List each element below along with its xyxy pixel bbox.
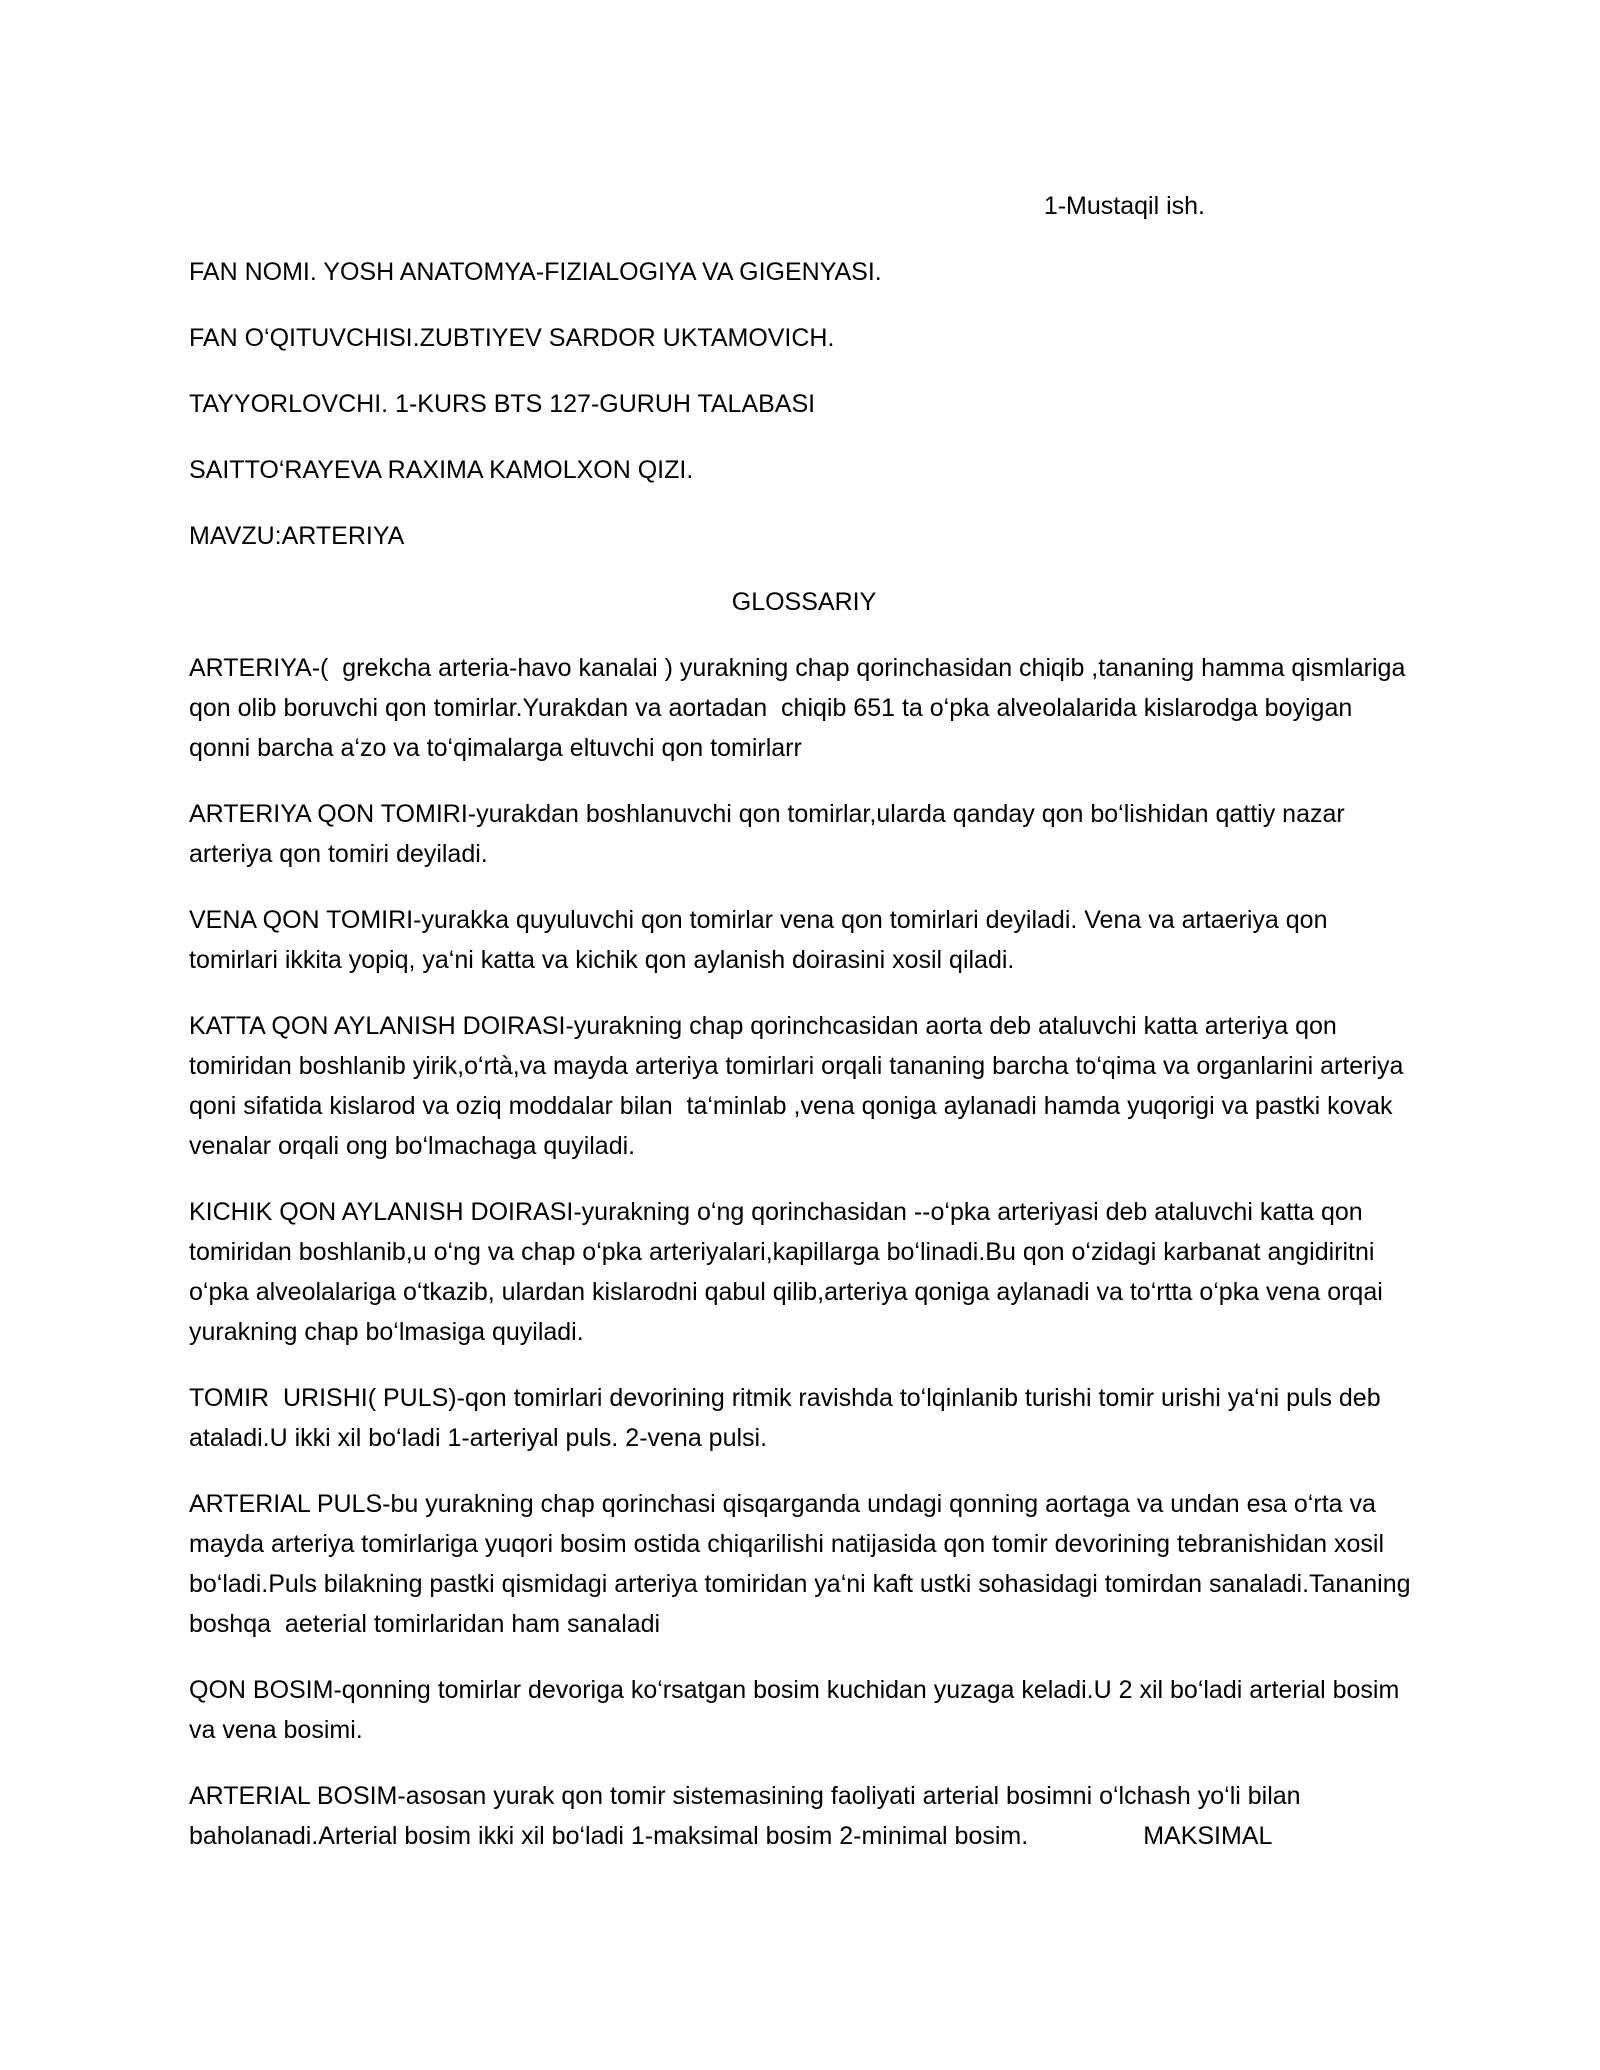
glossary-paragraph-arteriya-qon-tomiri: ARTERIYA QON TOMIRI-yurakdan boshlanuvchi qon tomirlar,ularda qanday qon bo‘lishidan qattiy nazar arteriya qon tomiri deyiladi. [189,800,1352,868]
teacher-line: FAN O‘QITUVCHISI.ZUBTIYEV SARDOR UKTAMOVICH. [189,324,835,352]
arterial-bosim-text: ARTERIAL BOSIM-asosan yurak qon tomir sistemasining faoliyati arterial bosimni o‘lchash yo‘li bilan baholanadi.Arterial bosim ikki xil bo‘ladi 1-maksimal bosim 2-minimal bosim. [189,1782,1308,1850]
glossary-heading: GLOSSARIY [731,588,877,616]
glossary-paragraph-tomir-urishi: TOMIR URISHI( PULS)-qon tomirlari devorining ritmik ravishda to‘lqinlanib turishi tomir urishi ya‘ni puls deb ataladi.U ikki xil bo‘ladi 1-arteriyal puls. 2-vena pulsi. [189,1384,1388,1452]
glossary-paragraph-vena-qon-tomiri: VENA QON TOMIRI-yurakka quyuluvchi qon tomirlar vena qon tomirlari deyiladi. Vena va artaeriya qon tomirlari ikkita yopiq, ya‘ni katta va kichik qon aylanish doirasini xosil qiladi. [189,906,1335,974]
glossary-paragraph-qon-bosim: QON BOSIM-qonning tomirlar devoriga ko‘rsatgan bosim kuchidan yuzaga keladi.U 2 xil bo‘ladi arterial bosim va vena bosimi. [189,1676,1407,1744]
topic-line: MAVZU:ARTERIYA [189,522,405,550]
work-title: 1-Mustaqil ish. [1043,192,1205,220]
student-name-line: SAITTO‘RAYEVA RAXIMA KAMOLXON QIZI. [189,456,694,484]
glossary-paragraph-arterial-bosim [189,1776,1419,1856]
glossary-paragraph-arterial-puls: ARTERIAL PULS-bu yurakning chap qorinchasi qisqarganda undagi qonning aortaga va undan esa o‘rta va mayda arteriya tomirlariga yuqori bosim ostida chiqarilishi natijasida qon tomir devorining tebranishidan xosil bo‘ladi.Puls bilakning pastki qismidagi arteriya tomiridan ya‘ni kaft ustki sohasidagi tomirdan sanaladi.Tananing boshqa aeterial tomirlaridan ham sanaladi [189,1490,1418,1638]
document-body [189,186,1419,1856]
prepared-by-line: TAYYORLOVCHI. 1-KURS BTS 127-GURUH TALABASI [189,390,816,418]
glossary-paragraph-kichik-qon-aylanish: KICHIK QON AYLANISH DOIRASI-yurakning o‘ng qorinchasidan --o‘pka arteriyasi deb ataluvchi katta qon tomiridan boshlanib,u o‘ng va chap o‘pka arteriyalari,kapillarga bo‘linadi.Bu qon o‘zidagi karbanat angidiritni o‘pka alveolalariga o‘tkazib, ulardan kislarodni qabul qilib,arteriya qoniga aylanadi va to‘rtta o‘pka vena orqai yurakning chap bo‘lmasiga quyiladi. [189,1198,1390,1346]
subject-line: FAN NOMI. YOSH ANATOMYA-FIZIALOGIYA VA GIGENYASI. [189,258,882,286]
arterial-bosim-tail: MAKSIMAL [1143,1822,1273,1850]
glossary-paragraph-katta-qon-aylanish: KATTA QON AYLANISH DOIRASI-yurakning chap qorinchcasidan aorta deb ataluvchi katta arteriya qon tomiridan boshlanib yirik,o‘rtà,va mayda arteriya tomirlari orqali tananing barcha to‘qima va organlarini arteriya qoni sifatida kislarod va oziq moddalar bilan ta‘minlab ,vena qoniga aylanadi hamda yuqorigi va pastki kovak venalar orqali ong bo‘lmachaga quyiladi. [189,1012,1411,1160]
glossary-paragraph-arteriya: ARTERIYA-( grekcha arteria-havo kanalai ) yurakning chap qorinchasidan chiqib ,tananing hamma qismlariga qon olib boruvchi qon tomirlar.Yurakdan va aortadan chiqib 651 ta o‘pka alveolalarida kislarodga boyigan qonni barcha a‘zo va to‘qimalarga eltuvchi qon tomirlarr [189,654,1413,762]
